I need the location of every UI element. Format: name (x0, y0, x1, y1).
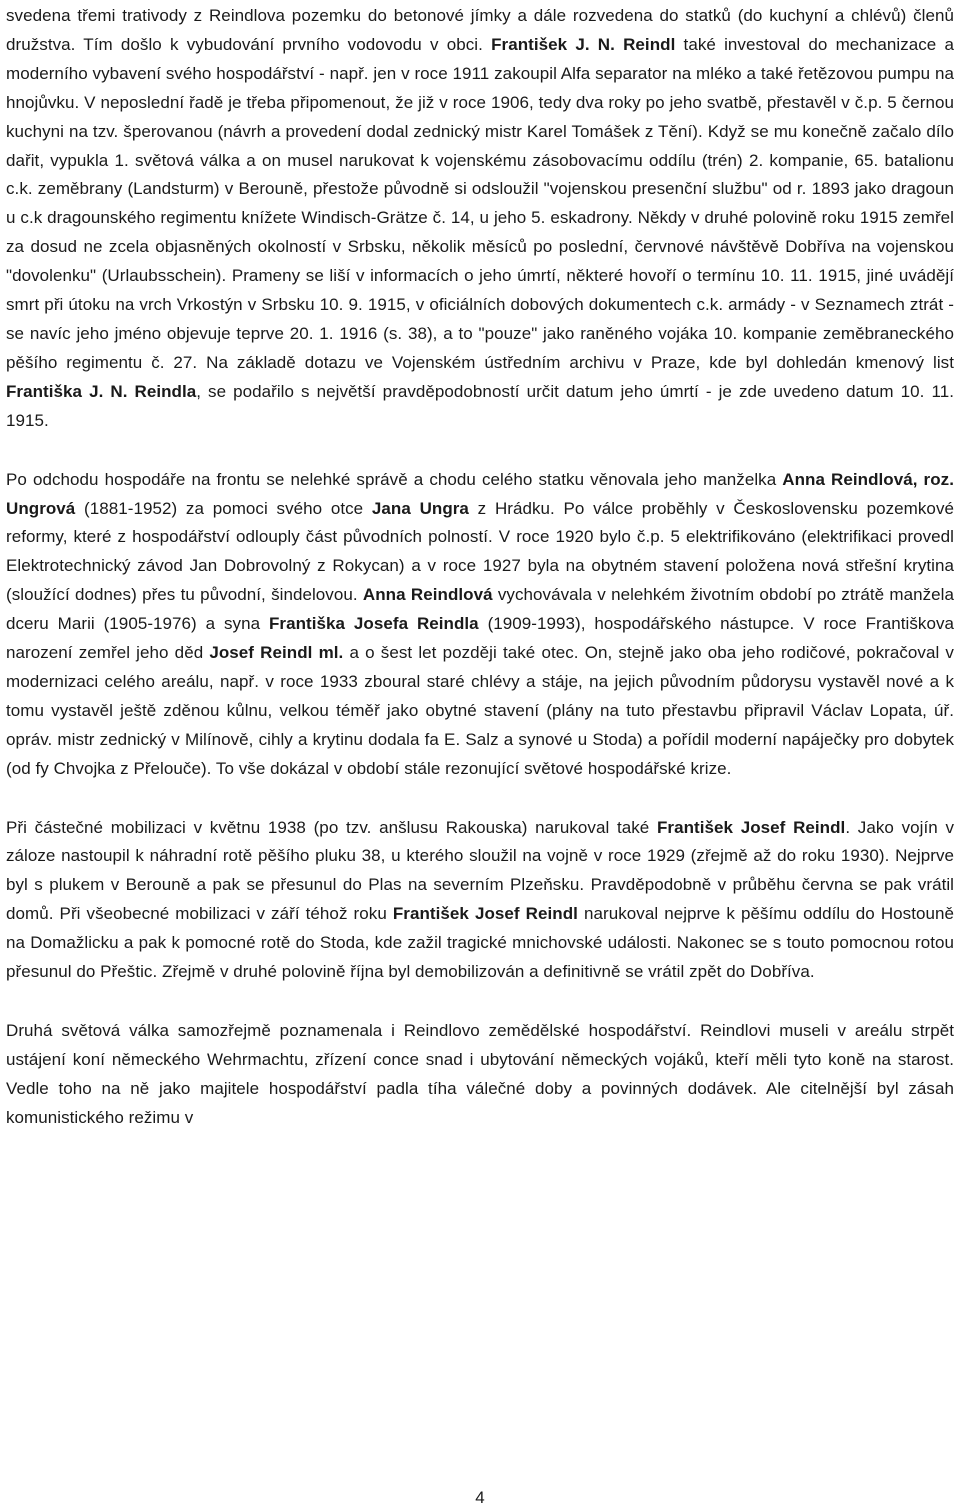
text-run: vychovávala v nelehkém životním období po ztrátě manžela dceru Marii (1905-1976) a syna (6, 585, 954, 634)
text-run: a o šest let později také otec. On, stejně jako oba jeho rodičové, pokračoval v modernizaci celého areálu, např. v roce 1933 zboural staré chlévy a stáje, na jejich původním půdorysu vystavěl nové a k tomu vystavěl ještě zděnou kůlnu, velkou téměř jako obytné stavení (plány na tuto přestavbu připravil Václav Lopata, úř. opráv. mistr zednický v Milínově, cihly a krytinu dodala fa E. Salz a synové u Stoda) a pořídil moderní napáječky pro dobytek (od fy Chvojka z Přelouče). To vše dokázal v období stále rezonující světové hospodářské krize. (6, 643, 954, 778)
bold-text-run: Anna Reindlová (362, 585, 493, 605)
paragraph-3 (6, 814, 954, 987)
paragraph-gap (6, 784, 954, 814)
text-run: Po odchodu hospodáře na frontu se nelehké správě a chodu celého statku věnovala jeho manželka (6, 469, 783, 489)
text-run: narukoval nejprve k pěšímu oddílu do Hostouně na Domažlicku a pak k pomocné rotě do Stoda, kde zažil tragické mnichovské události. Nakonec se s touto pomocnou rotou přesunul do Přeštic. Zřejmě v druhé polovině října byl demobilizován a definitivně se vrátil zpět do Dobříva. (6, 904, 954, 982)
page-number: 4 (475, 1488, 485, 1507)
text-run: Druhá světová válka samozřejmě poznamenala i Reindlovo zemědělské hospodářství. Reindlovi museli v areálu strpět ustájení koní německého Wehrmachtu, zřízení conce snad i ubytování německých vojáků, kteří měli tyto koně na starost. Vedle toho na ně jako majitele hospodářství padla tíha válečné doby a povinných dodávek. Ale citelnější byl zásah komunistického režimu v (6, 1021, 954, 1127)
text-run: z Hrádku. Po válce proběhly v Československu pozemkové reformy, které z hospodářství odlouply část původních polností. V roce 1920 bylo č.p. 5 elektrifikováno (elektrifikaci provedl Elektrotechnický závod Jan Dobrovolný z Rokycan) a v roce 1927 byla na obytném stavení položena nová střešní krytina (sloužící dodnes) přes tu původní, šindelovou. (6, 498, 954, 605)
bold-text-run: Františka J. N. Reindla (6, 381, 197, 401)
paragraph-1 (6, 2, 954, 436)
bold-text-run: František Josef Reindl (392, 904, 578, 924)
text-run: (1909-1993), hospodářského nástupce. V roce Františkova narození zemřel jeho děd (6, 614, 955, 663)
text-run: svedena třemi trativody z Reindlova pozemku do betonové jímky a dále rozvedena do statků (do kuchyní a chlévů) členů družstva. Tím došlo k vybudování prvního vodovodu v obci. (6, 6, 954, 54)
text-run: také investoval do mechanizace a moderního vybavení svého hospodářství - např. jen v roce 1911 zakoupil Alfa separator na mléko a také řetězovou pumpu na hnojůvku. V neposlední řadě je třeba připomenout, že již v roce 1906, tedy dva roky po jeho svatbě, přestavěl v č.p. 5 černou kuchyni na tzv. šperovanou (návrh a provedení dodal zednický mistr Karel Tomášek z Tění). Když se mu konečně začalo dílo dařit, vypukla 1. světová válka a on musel narukovat k vojenskému zásobovacímu oddílu (trén) 2. kompanie, 65. batalionu c.k. zeměbrany (Landsturm) v Berouně, přestože původně si odsloužil "vojenskou presenční službu" od r. 1893 jako dragoun u c.k dragounského regimentu knížete Windisch-Grätze č. 14, u jeho 5. eskadrony. Někdy v druhé polovině roku 1915 zemřel za dosud ne zcela objasněných okolností v Srbsku, několik měsíců po poslední, červnové návštěvě Dobříva na vojenskou "dovolenku" (Urlaubsschein). Prameny se liší v informacích o jeho úmrtí, některé hovoří o termínu 10. 11. 1915, jiné uvádějí smrt při útoku na vrch Vrkostýn v Srbsku 10. 9. 1915, v oficiálních dobových dokumentech c.k. armády - v Seznamech ztrát - se navíc jeho jméno objevuje teprve 20. 1. 1916 (s. 38), a to "pouze" jako raněného vojáka 10. kompanie zeměbraneckého pěšího regimentu č. 27. Na základě dotazu ve Vojenském ústředním archivu v Praze, kde byl dohledán kmenový list (6, 34, 955, 372)
paragraph-4 (6, 1017, 954, 1133)
paragraph-gap (6, 436, 954, 466)
bold-text-run: Josef Reindl ml. (209, 643, 344, 663)
text-run: , se podařilo s největší pravděpodobností určit datum jeho úmrtí - je zde uvedeno datum 10. 11. 1915. (6, 381, 954, 430)
bold-text-run: Jana Ungra (371, 498, 469, 518)
paragraph-gap (6, 987, 954, 1017)
bold-text-run: František J. N. Reindl (491, 34, 676, 54)
text-run: . Jako vojín v záloze nastoupil k náhradní rotě pěšího pluku 38, u kterého sloužil na vojně v roce 1929 (zřejmě až do roku 1930). Nejprve byl s plukem v Berouně a pak se přesunul do Plas na severním Plzeňsku. Pravděpodobně v průběhu června se pak vrátil domů. Při všeobecné mobilizaci v září téhož roku (6, 817, 954, 924)
bold-text-run: Anna Reindlová, roz. Ungrová (6, 469, 954, 518)
text-run: Při částečné mobilizaci v květnu 1938 (po tzv. anšlusu Rakouska) narukoval také (6, 817, 657, 837)
paragraph-2 (6, 466, 954, 784)
text-run: (1881-1952) za pomoci svého otce (75, 498, 372, 518)
bold-text-run: Františka Josefa Reindla (269, 614, 479, 634)
bold-text-run: František Josef Reindl (657, 817, 846, 837)
